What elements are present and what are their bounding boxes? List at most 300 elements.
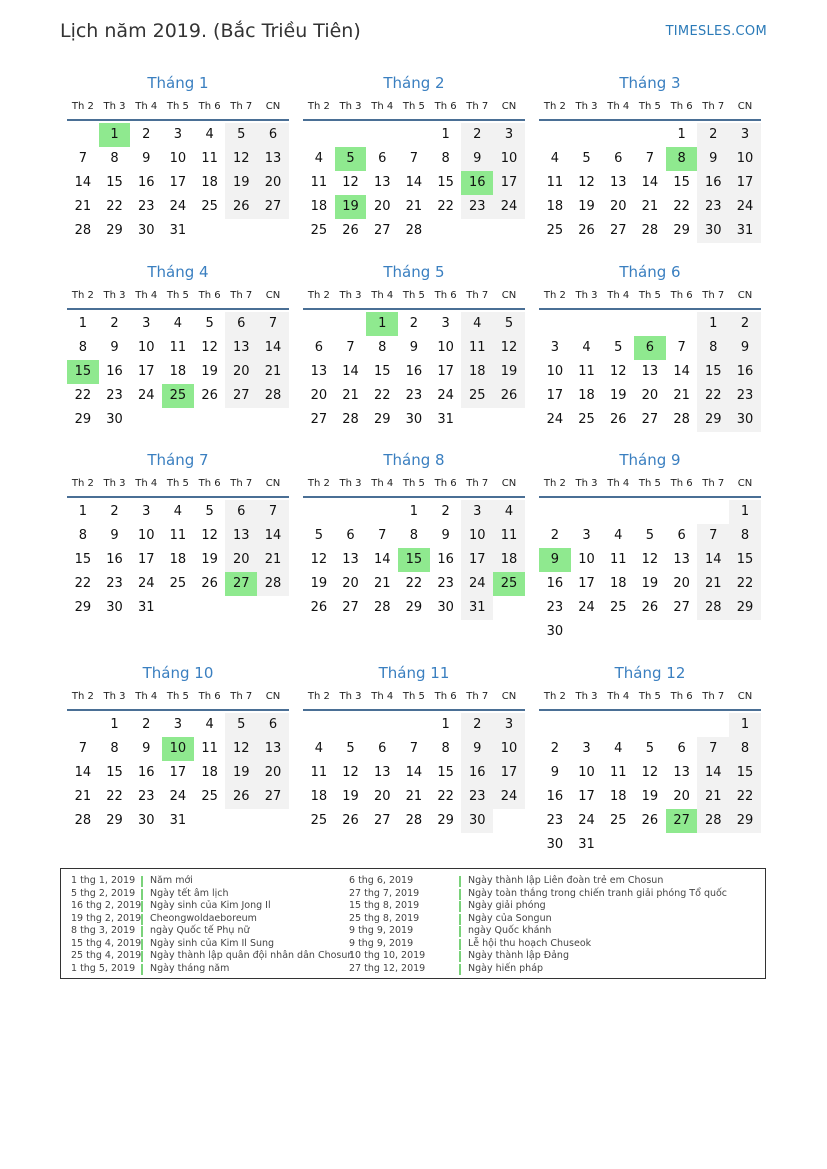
day-cell[interactable]: 17 xyxy=(137,364,155,379)
day-cell[interactable]: 10 xyxy=(461,524,493,548)
day-cell[interactable]: 29 xyxy=(106,813,123,828)
day-cell[interactable]: 17 xyxy=(493,761,525,785)
day-cell[interactable]: 10 xyxy=(578,765,595,780)
day-cell[interactable]: 22 xyxy=(729,785,761,809)
day-cell[interactable]: 21 xyxy=(74,199,92,214)
day-cell[interactable]: 1 xyxy=(441,127,450,142)
day-cell[interactable]: 27 xyxy=(673,600,690,615)
day-cell[interactable]: 15 xyxy=(398,548,430,572)
day-cell[interactable]: 29 xyxy=(673,223,690,238)
day-cell[interactable]: 1 xyxy=(78,504,87,519)
day-cell[interactable]: 14 xyxy=(673,364,690,379)
day-cell[interactable]: 11 xyxy=(493,524,525,548)
day-cell[interactable]: 14 xyxy=(697,548,729,572)
day-cell[interactable]: 27 xyxy=(257,785,289,809)
day-cell[interactable]: 28 xyxy=(697,596,729,620)
day-cell[interactable]: 26 xyxy=(342,223,359,238)
day-cell[interactable]: 4 xyxy=(461,312,493,336)
day-cell[interactable]: 4 xyxy=(173,504,183,519)
day-cell[interactable]: 1 xyxy=(441,717,450,732)
day-cell[interactable]: 9 xyxy=(142,151,151,166)
day-cell[interactable]: 10 xyxy=(437,340,454,355)
day-cell[interactable]: 21 xyxy=(673,388,690,403)
day-cell[interactable]: 30 xyxy=(697,219,729,243)
day-cell[interactable]: 2 xyxy=(550,528,559,543)
day-cell[interactable]: 6 xyxy=(225,500,257,524)
day-cell[interactable]: 17 xyxy=(169,175,187,190)
day-cell[interactable]: 20 xyxy=(641,388,659,403)
day-cell[interactable]: 28 xyxy=(373,600,391,615)
day-cell[interactable]: 10 xyxy=(578,552,595,567)
day-cell[interactable]: 15 xyxy=(729,548,761,572)
day-cell[interactable]: 5 xyxy=(614,340,623,355)
day-cell[interactable]: 4 xyxy=(614,528,623,543)
day-cell[interactable]: 14 xyxy=(641,175,659,190)
day-cell[interactable]: 14 xyxy=(74,765,92,780)
day-cell[interactable]: 11 xyxy=(310,765,328,780)
day-cell[interactable]: 8 xyxy=(441,741,450,756)
day-cell[interactable]: 29 xyxy=(729,809,761,833)
day-cell[interactable]: 18 xyxy=(201,175,218,190)
day-cell[interactable]: 3 xyxy=(550,340,559,355)
day-cell[interactable]: 12 xyxy=(641,765,659,780)
day-cell[interactable]: 27 xyxy=(641,412,659,427)
day-cell[interactable]: 3 xyxy=(729,123,761,147)
day-cell[interactable]: 7 xyxy=(78,741,87,756)
day-cell[interactable]: 19 xyxy=(578,199,595,214)
day-cell[interactable]: 11 xyxy=(201,741,218,756)
day-cell[interactable]: 26 xyxy=(578,223,595,238)
day-cell[interactable]: 7 xyxy=(645,151,655,166)
day-cell[interactable]: 15 xyxy=(697,360,729,384)
day-cell[interactable]: 3 xyxy=(461,500,493,524)
day-cell[interactable]: 18 xyxy=(310,789,328,804)
day-cell[interactable]: 8 xyxy=(378,340,387,355)
day-cell[interactable]: 23 xyxy=(697,195,729,219)
day-cell[interactable]: 26 xyxy=(342,813,359,828)
day-cell[interactable]: 28 xyxy=(74,223,92,238)
day-cell[interactable]: 12 xyxy=(225,737,257,761)
day-cell[interactable]: 24 xyxy=(578,813,595,828)
day-cell[interactable]: 13 xyxy=(257,737,289,761)
day-cell[interactable]: 10 xyxy=(546,364,564,379)
day-cell[interactable]: 8 xyxy=(697,336,729,360)
day-cell[interactable]: 1 xyxy=(99,123,131,147)
day-cell[interactable]: 31 xyxy=(578,837,595,852)
day-cell[interactable]: 17 xyxy=(578,576,595,591)
day-cell[interactable]: 28 xyxy=(405,813,423,828)
day-cell[interactable]: 2 xyxy=(461,123,493,147)
day-cell[interactable]: 4 xyxy=(205,127,214,142)
day-cell[interactable]: 13 xyxy=(609,175,627,190)
day-cell[interactable]: 21 xyxy=(257,360,289,384)
day-cell[interactable]: 6 xyxy=(346,528,355,543)
day-cell[interactable]: 8 xyxy=(78,340,87,355)
day-cell[interactable]: 23 xyxy=(546,600,564,615)
day-cell[interactable]: 14 xyxy=(257,524,289,548)
day-cell[interactable]: 3 xyxy=(493,123,525,147)
day-cell[interactable]: 15 xyxy=(437,765,454,780)
day-cell[interactable]: 13 xyxy=(641,364,659,379)
day-cell[interactable]: 22 xyxy=(437,199,454,214)
day-cell[interactable]: 11 xyxy=(609,552,627,567)
day-cell[interactable]: 12 xyxy=(342,765,359,780)
day-cell[interactable]: 21 xyxy=(342,388,359,403)
day-cell[interactable]: 18 xyxy=(169,552,187,567)
day-cell[interactable]: 20 xyxy=(225,548,257,572)
day-cell[interactable]: 13 xyxy=(673,552,690,567)
day-cell[interactable]: 20 xyxy=(373,199,391,214)
day-cell[interactable]: 9 xyxy=(110,340,119,355)
day-cell[interactable]: 11 xyxy=(201,151,218,166)
day-cell[interactable]: 16 xyxy=(546,576,564,591)
day-cell[interactable]: 26 xyxy=(201,576,218,591)
day-cell[interactable]: 14 xyxy=(373,552,391,567)
day-cell[interactable]: 3 xyxy=(142,316,151,331)
day-cell[interactable]: 17 xyxy=(437,364,454,379)
day-cell[interactable]: 30 xyxy=(461,809,493,833)
day-cell[interactable]: 16 xyxy=(137,175,155,190)
day-cell[interactable]: 10 xyxy=(729,147,761,171)
day-cell[interactable]: 5 xyxy=(645,741,655,756)
day-cell[interactable]: 4 xyxy=(550,151,559,166)
day-cell[interactable]: 26 xyxy=(225,785,257,809)
day-cell[interactable]: 14 xyxy=(342,364,359,379)
day-cell[interactable]: 5 xyxy=(205,504,214,519)
day-cell[interactable]: 2 xyxy=(142,127,151,142)
day-cell[interactable]: 16 xyxy=(405,364,423,379)
day-cell[interactable]: 19 xyxy=(609,388,627,403)
day-cell[interactable]: 28 xyxy=(673,412,690,427)
day-cell[interactable]: 13 xyxy=(673,765,690,780)
day-cell[interactable]: 9 xyxy=(441,528,450,543)
day-cell[interactable]: 9 xyxy=(697,147,729,171)
day-cell[interactable]: 27 xyxy=(373,223,391,238)
day-cell[interactable]: 8 xyxy=(110,741,119,756)
day-cell[interactable]: 23 xyxy=(437,576,454,591)
day-cell[interactable]: 19 xyxy=(201,552,218,567)
day-cell[interactable]: 16 xyxy=(546,789,564,804)
day-cell[interactable]: 21 xyxy=(74,789,92,804)
day-cell[interactable]: 19 xyxy=(493,360,525,384)
day-cell[interactable]: 1 xyxy=(110,717,119,732)
day-cell[interactable]: 7 xyxy=(346,340,355,355)
day-cell[interactable]: 4 xyxy=(493,500,525,524)
day-cell[interactable]: 17 xyxy=(546,388,564,403)
day-cell[interactable]: 28 xyxy=(257,572,289,596)
day-cell[interactable]: 5 xyxy=(335,147,367,171)
day-cell[interactable]: 10 xyxy=(493,147,525,171)
day-cell[interactable]: 20 xyxy=(609,199,627,214)
day-cell[interactable]: 5 xyxy=(582,151,591,166)
day-cell[interactable]: 15 xyxy=(729,761,761,785)
day-cell[interactable]: 4 xyxy=(582,340,591,355)
day-cell[interactable]: 1 xyxy=(409,504,419,519)
day-cell[interactable]: 13 xyxy=(373,175,391,190)
day-cell[interactable]: 14 xyxy=(697,761,729,785)
day-cell[interactable]: 5 xyxy=(645,528,655,543)
day-cell[interactable]: 26 xyxy=(641,600,659,615)
day-cell[interactable]: 7 xyxy=(697,524,729,548)
day-cell[interactable]: 16 xyxy=(729,360,761,384)
day-cell[interactable]: 24 xyxy=(169,199,187,214)
day-cell[interactable]: 9 xyxy=(461,147,493,171)
day-cell[interactable]: 2 xyxy=(729,312,761,336)
day-cell[interactable]: 4 xyxy=(314,151,323,166)
day-cell[interactable]: 4 xyxy=(614,741,623,756)
day-cell[interactable]: 8 xyxy=(78,528,87,543)
day-cell[interactable]: 4 xyxy=(314,741,323,756)
day-cell[interactable]: 30 xyxy=(137,223,155,238)
day-cell[interactable]: 27 xyxy=(342,600,359,615)
day-cell[interactable]: 30 xyxy=(106,600,123,615)
day-cell[interactable]: 31 xyxy=(729,219,761,243)
day-cell[interactable]: 24 xyxy=(729,195,761,219)
day-cell[interactable]: 24 xyxy=(137,576,155,591)
day-cell[interactable]: 12 xyxy=(578,175,595,190)
day-cell[interactable]: 9 xyxy=(409,340,419,355)
day-cell[interactable]: 13 xyxy=(310,364,328,379)
day-cell[interactable]: 20 xyxy=(373,789,391,804)
day-cell[interactable]: 2 xyxy=(142,717,151,732)
day-cell[interactable]: 20 xyxy=(257,761,289,785)
day-cell[interactable]: 20 xyxy=(310,388,328,403)
day-cell[interactable]: 9 xyxy=(142,741,151,756)
day-cell[interactable]: 17 xyxy=(461,548,493,572)
day-cell[interactable]: 31 xyxy=(169,813,187,828)
day-cell[interactable]: 11 xyxy=(546,175,564,190)
day-cell[interactable]: 22 xyxy=(106,199,123,214)
day-cell[interactable]: 20 xyxy=(673,576,690,591)
day-cell[interactable]: 18 xyxy=(578,388,595,403)
day-cell[interactable]: 3 xyxy=(582,741,591,756)
day-cell[interactable]: 19 xyxy=(310,576,328,591)
day-cell[interactable]: 25 xyxy=(578,412,595,427)
day-cell[interactable]: 30 xyxy=(546,837,564,852)
day-cell[interactable]: 25 xyxy=(201,789,218,804)
day-cell[interactable]: 21 xyxy=(373,576,391,591)
day-cell[interactable]: 24 xyxy=(437,388,454,403)
day-cell[interactable]: 16 xyxy=(461,761,493,785)
day-cell[interactable]: 15 xyxy=(373,364,391,379)
day-cell[interactable]: 6 xyxy=(225,312,257,336)
day-cell[interactable]: 23 xyxy=(461,785,493,809)
day-cell[interactable]: 7 xyxy=(78,151,87,166)
day-cell[interactable]: 25 xyxy=(169,576,187,591)
day-cell[interactable]: 16 xyxy=(106,552,123,567)
day-cell[interactable]: 19 xyxy=(201,364,218,379)
day-cell[interactable]: 15 xyxy=(673,175,690,190)
day-cell[interactable]: 17 xyxy=(578,789,595,804)
day-cell[interactable]: 28 xyxy=(641,223,659,238)
day-cell[interactable]: 17 xyxy=(729,171,761,195)
day-cell[interactable]: 18 xyxy=(609,576,627,591)
day-cell[interactable]: 27 xyxy=(373,813,391,828)
day-cell[interactable]: 15 xyxy=(106,175,123,190)
day-cell[interactable]: 28 xyxy=(257,384,289,408)
day-cell[interactable]: 28 xyxy=(405,223,423,238)
day-cell[interactable]: 5 xyxy=(346,741,355,756)
day-cell[interactable]: 29 xyxy=(697,408,729,432)
day-cell[interactable]: 7 xyxy=(378,528,387,543)
day-cell[interactable]: 3 xyxy=(142,504,151,519)
day-cell[interactable]: 29 xyxy=(106,223,123,238)
day-cell[interactable]: 1 xyxy=(729,500,761,524)
day-cell[interactable]: 18 xyxy=(546,199,564,214)
day-cell[interactable]: 19 xyxy=(225,171,257,195)
day-cell[interactable]: 29 xyxy=(74,600,92,615)
day-cell[interactable]: 8 xyxy=(110,151,119,166)
day-cell[interactable]: 28 xyxy=(74,813,92,828)
day-cell[interactable]: 16 xyxy=(461,171,493,195)
day-cell[interactable]: 10 xyxy=(137,528,155,543)
day-cell[interactable]: 13 xyxy=(373,765,391,780)
day-cell[interactable]: 31 xyxy=(137,600,155,615)
day-cell[interactable]: 29 xyxy=(373,412,391,427)
day-cell[interactable]: 25 xyxy=(310,813,328,828)
day-cell[interactable]: 25 xyxy=(310,223,328,238)
day-cell[interactable]: 26 xyxy=(641,813,659,828)
day-cell[interactable]: 27 xyxy=(257,195,289,219)
day-cell[interactable]: 27 xyxy=(225,572,257,596)
day-cell[interactable]: 2 xyxy=(697,123,729,147)
day-cell[interactable]: 30 xyxy=(137,813,155,828)
day-cell[interactable]: 18 xyxy=(493,548,525,572)
day-cell[interactable]: 4 xyxy=(173,316,183,331)
day-cell[interactable]: 24 xyxy=(578,600,595,615)
day-cell[interactable]: 9 xyxy=(550,765,559,780)
day-cell[interactable]: 24 xyxy=(137,388,155,403)
day-cell[interactable]: 27 xyxy=(310,412,328,427)
day-cell[interactable]: 7 xyxy=(409,151,419,166)
day-cell[interactable]: 21 xyxy=(405,199,423,214)
day-cell[interactable]: 20 xyxy=(673,789,690,804)
day-cell[interactable]: 25 xyxy=(493,572,525,596)
day-cell[interactable]: 13 xyxy=(225,336,257,360)
day-cell[interactable]: 5 xyxy=(314,528,323,543)
day-cell[interactable]: 24 xyxy=(493,785,525,809)
day-cell[interactable]: 31 xyxy=(461,596,493,620)
day-cell[interactable]: 12 xyxy=(641,552,659,567)
day-cell[interactable]: 23 xyxy=(405,388,423,403)
day-cell[interactable]: 27 xyxy=(609,223,627,238)
day-cell[interactable]: 29 xyxy=(729,596,761,620)
day-cell[interactable]: 26 xyxy=(493,384,525,408)
day-cell[interactable]: 10 xyxy=(162,737,194,761)
day-cell[interactable]: 14 xyxy=(405,175,423,190)
day-cell[interactable]: 22 xyxy=(74,576,92,591)
day-cell[interactable]: 27 xyxy=(225,384,257,408)
day-cell[interactable]: 30 xyxy=(729,408,761,432)
day-cell[interactable]: 1 xyxy=(729,713,761,737)
day-cell[interactable]: 23 xyxy=(546,813,564,828)
day-cell[interactable]: 20 xyxy=(225,360,257,384)
day-cell[interactable]: 3 xyxy=(582,528,591,543)
day-cell[interactable]: 12 xyxy=(201,528,218,543)
day-cell[interactable]: 18 xyxy=(609,789,627,804)
day-cell[interactable]: 22 xyxy=(405,576,423,591)
day-cell[interactable]: 5 xyxy=(493,312,525,336)
day-cell[interactable]: 12 xyxy=(342,175,359,190)
day-cell[interactable]: 22 xyxy=(74,388,92,403)
day-cell[interactable]: 16 xyxy=(437,552,454,567)
day-cell[interactable]: 23 xyxy=(729,384,761,408)
day-cell[interactable]: 3 xyxy=(173,717,183,732)
day-cell[interactable]: 11 xyxy=(169,528,187,543)
day-cell[interactable]: 7 xyxy=(409,741,419,756)
day-cell[interactable]: 12 xyxy=(609,364,627,379)
day-cell[interactable]: 8 xyxy=(409,528,419,543)
day-cell[interactable]: 8 xyxy=(729,737,761,761)
day-cell[interactable]: 16 xyxy=(137,765,155,780)
day-cell[interactable]: 15 xyxy=(437,175,454,190)
day-cell[interactable]: 21 xyxy=(641,199,659,214)
day-cell[interactable]: 3 xyxy=(493,713,525,737)
day-cell[interactable]: 28 xyxy=(342,412,359,427)
day-cell[interactable]: 13 xyxy=(225,524,257,548)
day-cell[interactable]: 2 xyxy=(550,741,559,756)
day-cell[interactable]: 19 xyxy=(641,576,659,591)
day-cell[interactable]: 23 xyxy=(106,388,123,403)
day-cell[interactable]: 26 xyxy=(201,388,218,403)
day-cell[interactable]: 5 xyxy=(205,316,214,331)
day-cell[interactable]: 2 xyxy=(110,504,119,519)
day-cell[interactable]: 19 xyxy=(335,195,367,219)
day-cell[interactable]: 1 xyxy=(366,312,398,336)
day-cell[interactable]: 22 xyxy=(697,384,729,408)
day-cell[interactable]: 18 xyxy=(201,765,218,780)
day-cell[interactable]: 7 xyxy=(257,312,289,336)
day-cell[interactable]: 21 xyxy=(697,785,729,809)
day-cell[interactable]: 21 xyxy=(405,789,423,804)
day-cell[interactable]: 1 xyxy=(697,312,729,336)
day-cell[interactable]: 2 xyxy=(409,316,419,331)
day-cell[interactable]: 12 xyxy=(310,552,328,567)
day-cell[interactable]: 31 xyxy=(169,223,187,238)
day-cell[interactable]: 29 xyxy=(405,600,423,615)
day-cell[interactable]: 18 xyxy=(461,360,493,384)
day-cell[interactable]: 12 xyxy=(493,336,525,360)
day-cell[interactable]: 7 xyxy=(697,737,729,761)
day-cell[interactable]: 10 xyxy=(137,340,155,355)
day-cell[interactable]: 26 xyxy=(609,412,627,427)
day-cell[interactable]: 8 xyxy=(441,151,450,166)
day-cell[interactable]: 9 xyxy=(729,336,761,360)
day-cell[interactable]: 10 xyxy=(493,737,525,761)
day-cell[interactable]: 26 xyxy=(225,195,257,219)
day-cell[interactable]: 17 xyxy=(169,765,187,780)
day-cell[interactable]: 30 xyxy=(546,624,564,639)
day-cell[interactable]: 3 xyxy=(173,127,183,142)
day-cell[interactable]: 27 xyxy=(666,809,698,833)
day-cell[interactable]: 2 xyxy=(461,713,493,737)
day-cell[interactable]: 2 xyxy=(441,504,450,519)
day-cell[interactable]: 20 xyxy=(342,576,359,591)
day-cell[interactable]: 29 xyxy=(74,412,92,427)
day-cell[interactable]: 16 xyxy=(106,364,123,379)
day-cell[interactable]: 21 xyxy=(257,548,289,572)
day-cell[interactable]: 1 xyxy=(677,127,686,142)
day-cell[interactable]: 11 xyxy=(169,340,187,355)
day-cell[interactable]: 9 xyxy=(461,737,493,761)
day-cell[interactable]: 24 xyxy=(493,195,525,219)
day-cell[interactable]: 7 xyxy=(257,500,289,524)
day-cell[interactable]: 17 xyxy=(137,552,155,567)
day-cell[interactable]: 29 xyxy=(437,813,454,828)
day-cell[interactable]: 15 xyxy=(67,360,99,384)
day-cell[interactable]: 6 xyxy=(257,123,289,147)
day-cell[interactable]: 5 xyxy=(225,713,257,737)
